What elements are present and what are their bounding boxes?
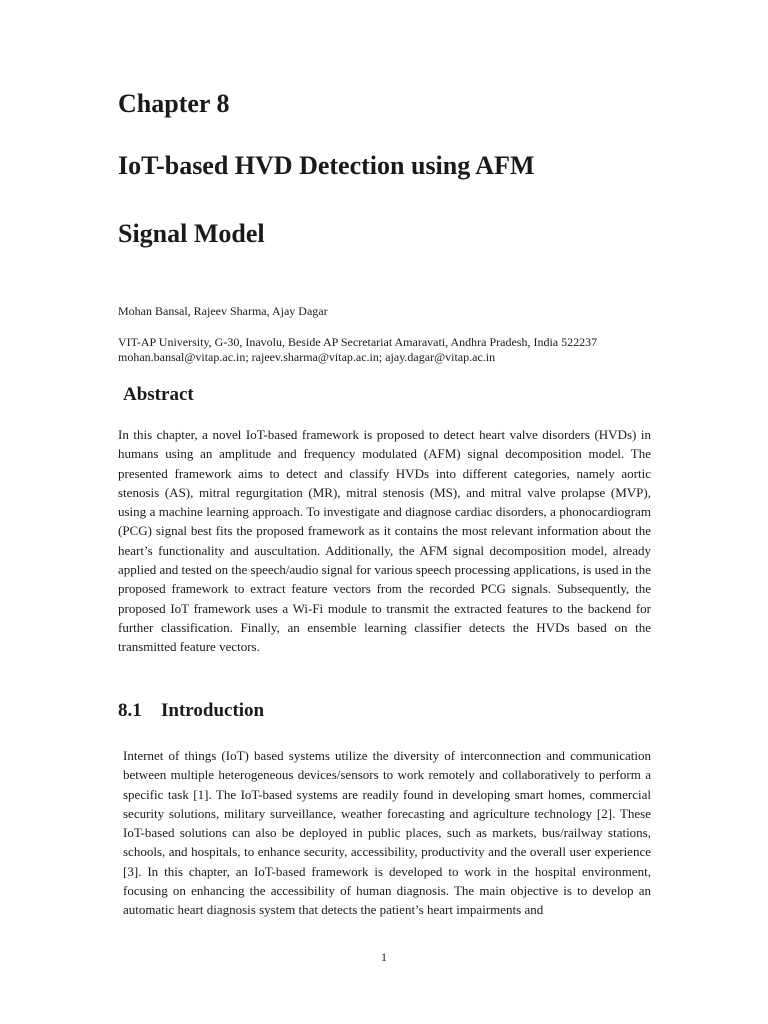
chapter-label: Chapter 8 xyxy=(118,89,230,118)
section-heading xyxy=(118,700,264,722)
abstract-body: In this chapter, a novel IoT-based framework is proposed to detect heart valve disorders (HVDs) in humans using an amplitude and frequency modulated (AFM) signal decomposition model. The presented framework aims to detect and classify HVDs into different categories, namely aortic stenosis (AS), mitral regurgitation (MR), mitral stenosis (MS), and mitral valve prolapse (MVP), using a machine learning approach. To investigate and diagnose cardiac disorders, a phonocardiogram (PCG) signal best fits the proposed framework as it contains the most relevant information about the heart’s functionality and auscultation. Additionally, the AFM signal decomposition model, already applied and tested on the speech/audio signal for various speech processing applications, is used in the proposed framework to extract feature vectors from the recorded PCG signals. Subsequently, the proposed IoT framework uses a Wi-Fi module to transmit the extracted features to the backend for further classification. Finally, an ensemble learning classifier detects the HVDs based on the transmitted feature vectors. xyxy=(118,427,651,655)
section-number: 8.1 xyxy=(118,700,142,721)
chapter-title-line-1: IoT-based HVD Detection using AFM xyxy=(118,151,535,180)
chapter-title-line-2: Signal Model xyxy=(118,219,265,248)
abstract-heading: Abstract xyxy=(123,384,194,405)
affiliation-block xyxy=(118,335,597,365)
page-number: 1 xyxy=(381,950,387,964)
introduction-body: Internet of things (IoT) based systems utilize the diversity of interconnection and communication between multiple heterogeneous devices/sensors to work remotely and collaboratively to perform a specific task [1]. The IoT-based systems are readily found in developing smart homes, commercial security solutions, military surveillance, weather forecasting and agriculture technology [2]. These IoT-based solutions can also be deployed in public places, such as markets, bus/railway stations, schools, and hospitals, to enhance security, accessibility, productivity and the overall user experience [3]. In this chapter, an IoT-based framework is developed to work in the hospital environment, focusing on enhancing the accessibility of human diagnosis. The main objective is to develop an automatic heart diagnosis system that detects the patient’s heart impairments and xyxy=(123,748,651,918)
affiliation-emails: mohan.bansal@vitap.ac.in; rajeev.sharma@vitap.ac.in; ajay.dagar@vitap.ac.in xyxy=(118,350,496,364)
section-title: Introduction xyxy=(161,700,265,721)
affiliation-address: VIT-AP University, G-30, Inavolu, Beside AP Secretariat Amaravati, Andhra Pradesh, India 522237 xyxy=(118,335,598,349)
author-list: Mohan Bansal, Rajeev Sharma, Ajay Dagar xyxy=(118,304,328,318)
